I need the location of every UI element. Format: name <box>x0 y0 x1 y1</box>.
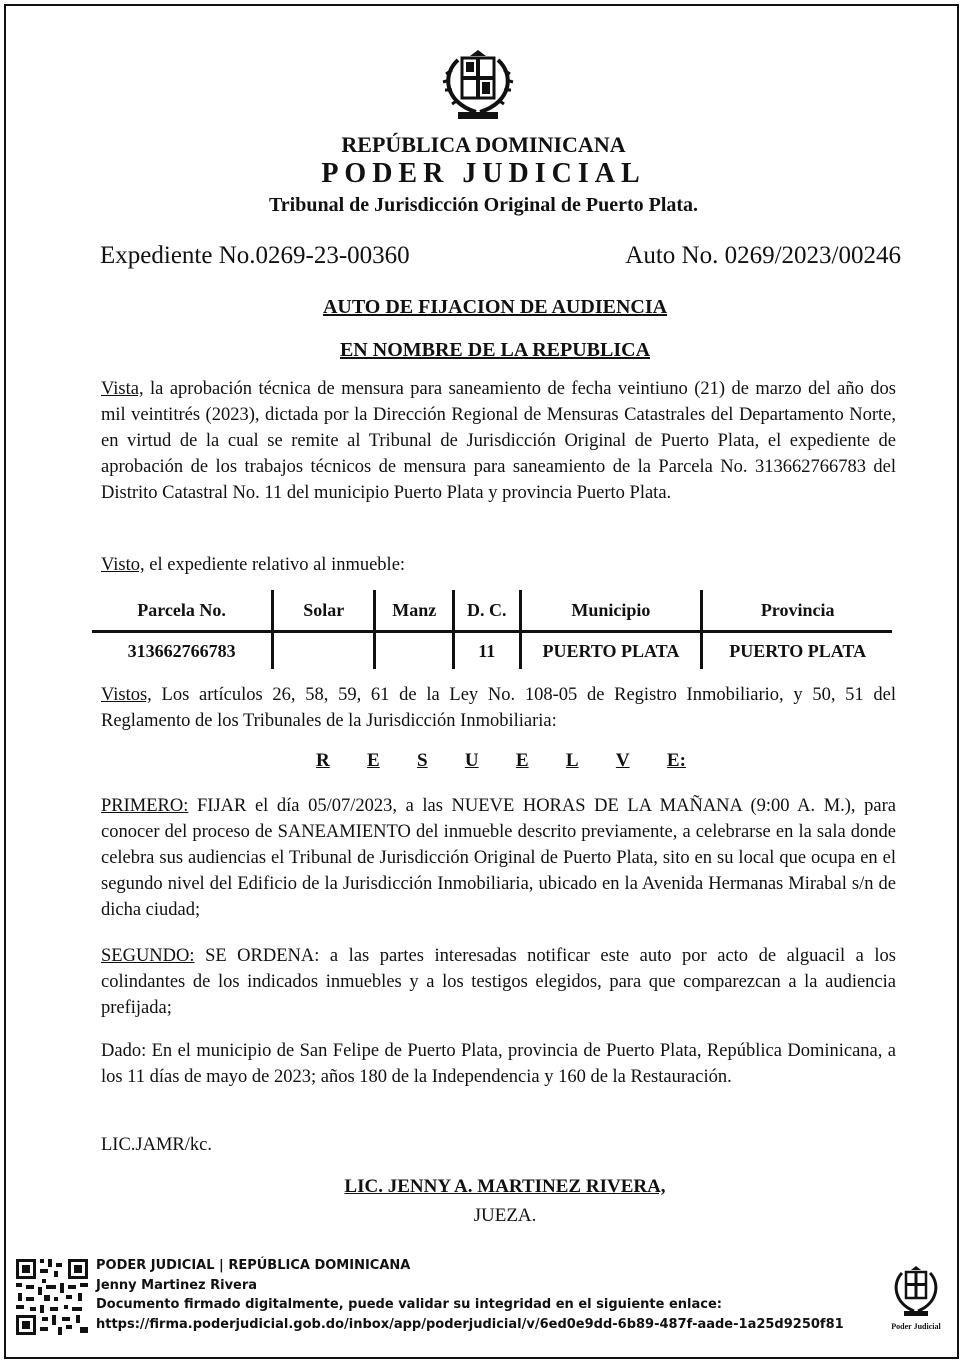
digital-signature-footer <box>96 1256 844 1334</box>
header-poder-judicial: PODER JUDICIAL <box>321 158 646 189</box>
paragraph-dado: Dado: En el municipio de San Felipe de Puerto Plata, provincia de Puerto Plata, República Dominicana, a los 11 días de mayo de 2023; años 180 de la Independencia y 160 de la Restauración. <box>101 1041 896 1087</box>
seal-caption: Poder Judicial <box>891 1322 941 1331</box>
footer-signer: Jenny Martinez Rivera <box>96 1277 258 1293</box>
header-republica: REPÚBLICA DOMINICANA <box>341 132 626 157</box>
footer-notice: Documento firmado digitalmente, puede validar su integridad en el siguiente enlace: <box>96 1297 722 1312</box>
inmueble-table <box>92 590 892 669</box>
segundo-lead: SEGUNDO: <box>101 946 195 966</box>
paragraph-vista <box>101 376 896 506</box>
document-subtitle: EN NOMBRE DE LA REPUBLICA <box>339 339 651 361</box>
primero-lead: PRIMERO: <box>101 796 189 816</box>
col-manz: Manz <box>375 590 454 632</box>
table-row <box>92 632 892 670</box>
col-dc: D. C. <box>454 590 520 632</box>
resuelve-heading <box>316 750 686 772</box>
signature-name: LIC. JENNY A. MARTINEZ RIVERA, <box>344 1176 666 1197</box>
cell-provincia: PUERTO PLATA <box>702 632 892 670</box>
cell-municipio: PUERTO PLATA <box>520 632 702 670</box>
visto-text: el expediente relativo al inmueble: <box>144 555 406 575</box>
cell-solar <box>273 632 375 670</box>
resuelve-letter: R <box>316 750 330 771</box>
footer-verification-link[interactable]: https://firma.poderjudicial.gob.do/inbox/app/poderjudicial/v/6ed0e9dd-6b89-487f-aade-1a25d9250f81 <box>96 1316 844 1332</box>
resuelve-letter: E: <box>666 750 686 771</box>
vista-text: la aprobación técnica de mensura para saneamiento de fecha veintiuno (21) de marzo del año dos mil veintitrés (2023), dictada por la Dirección Regional de Mensuras Catastrales del Departamento Norte, en virtud de la cual se remite al Tribunal de Jurisdicción Original de Puerto Plata, el expediente de aprobación de los trabajos técnicos de mensura para saneamiento de la Parcela No. 313662766783 del Distrito Catastral No. 11 del municipio Puerto Plata y provincia Puerto Plata. <box>101 379 896 503</box>
vistos-text: Los artículos 26, 58, 59, 61 de la Ley No. 108-05 de Registro Inmobiliario, y 50, 51 del Reglamento de los Tribunales de la Jurisdicción Inmobiliaria: <box>101 685 896 731</box>
auto-number: Auto No. 0269/2023/00246 <box>625 242 901 269</box>
cell-manz <box>375 632 454 670</box>
signature-role: JUEZA. <box>473 1205 537 1226</box>
cell-dc: 11 <box>454 632 520 670</box>
header-tribunal: Tribunal de Jurisdicción Original de Puerto Plata. <box>268 194 699 216</box>
resuelve-letter: L <box>565 750 579 771</box>
paragraph-primero <box>101 793 896 923</box>
col-solar: Solar <box>273 590 375 632</box>
cell-parcela: 313662766783 <box>127 640 236 661</box>
vista-lead: Vista, <box>101 379 144 399</box>
resuelve-letter: U <box>464 750 479 771</box>
segundo-text: SE ORDENA: a las partes interesadas notificar este auto por acto de alguacil a los colindantes de los indicados inmuebles y a los testigos elegidos, para que comparezcan a la audiencia prefijada; <box>101 946 896 1018</box>
paragraph-visto <box>101 552 896 578</box>
paragraph-segundo <box>101 943 896 1021</box>
poder-judicial-seal-icon <box>886 1263 946 1319</box>
col-provincia: Provincia <box>702 590 892 632</box>
document-title: AUTO DE FIJACION DE AUDIENCIA <box>322 296 668 318</box>
footer-institution: PODER JUDICIAL | REPÚBLICA DOMINICANA <box>96 1258 411 1273</box>
resuelve-letter: E <box>367 750 380 771</box>
col-municipio: Municipio <box>520 590 702 632</box>
qr-code-icon[interactable] <box>14 1257 90 1337</box>
expediente-number: Expediente No.0269-23-00360 <box>100 242 410 269</box>
resuelve-letter: V <box>615 750 630 771</box>
coat-of-arms-icon <box>432 46 524 124</box>
col-parcela: Parcela No. <box>92 590 273 632</box>
resuelve-letter: E <box>515 750 529 771</box>
vistos-lead: Vistos, <box>101 685 152 705</box>
paragraph-vistos <box>101 682 896 734</box>
table-header-row <box>92 590 892 632</box>
visto-lead: Visto, <box>101 555 145 575</box>
initials: LIC.JAMR/kc. <box>101 1135 212 1155</box>
resuelve-letter: S <box>417 750 428 771</box>
primero-text: FIJAR el día 05/07/2023, a las NUEVE HORAS DE LA MAÑANA (9:00 A. M.), para conocer del proceso de SANEAMIENTO del inmueble descrito previamente, a celebrarse en la sala donde celebra sus audiencias el Tribunal de Jurisdicción Original de Puerto Plata, sito en su local que ocupa en el segundo nivel del Edificio de la Jurisdicción Inmobiliaria, ubicado en la Avenida Hermanas Mirabal s/n de dicha ciudad; <box>101 796 896 920</box>
